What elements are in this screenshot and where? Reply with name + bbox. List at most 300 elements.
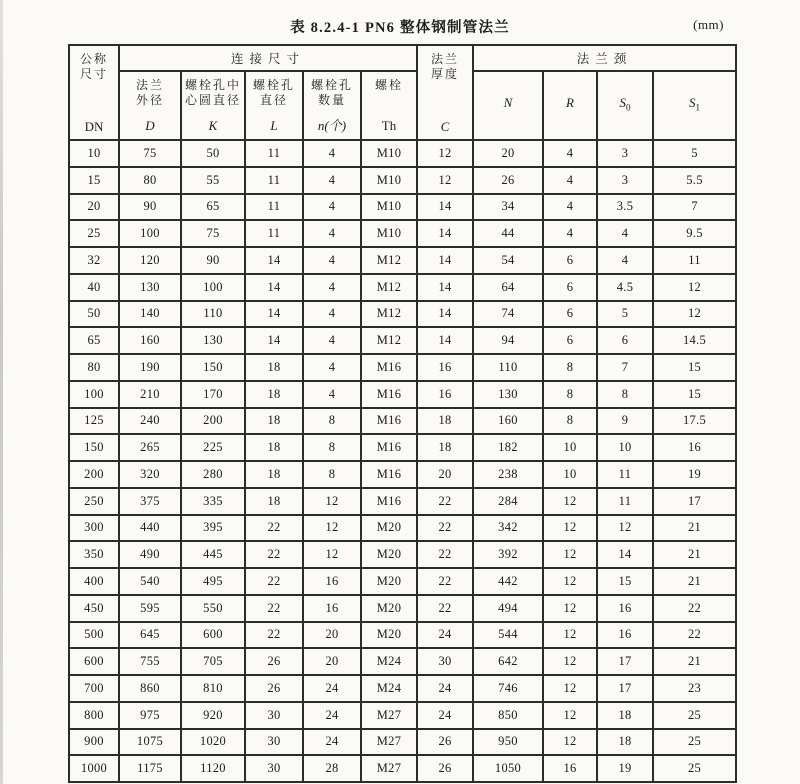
cell: 19 — [653, 461, 736, 488]
cell: 9 — [597, 408, 653, 435]
cell: 6 — [543, 327, 597, 354]
cell: 11 — [245, 167, 303, 194]
cell: 24 — [417, 622, 473, 649]
cell: 32 — [69, 247, 119, 274]
cell: 16 — [543, 755, 597, 782]
cell: 50 — [181, 140, 245, 167]
cell: 12 — [543, 515, 597, 542]
table-row — [69, 515, 736, 542]
cell: 20 — [303, 648, 361, 675]
table-row — [69, 595, 736, 622]
cell: 150 — [181, 354, 245, 381]
cell: 44 — [473, 220, 543, 247]
page-title: 表 8.2.4-1 PN6 整体钢制管法兰 — [290, 20, 510, 36]
cell: 22 — [245, 595, 303, 622]
col-header-flange-thickness: 法兰 厚度 C — [417, 45, 473, 140]
cell: M24 — [361, 675, 417, 702]
cell: 90 — [119, 194, 181, 221]
cell: 540 — [119, 568, 181, 595]
cell: 7 — [597, 354, 653, 381]
table-row — [69, 622, 736, 649]
cell: 21 — [653, 648, 736, 675]
cell: 342 — [473, 515, 543, 542]
cell: 238 — [473, 461, 543, 488]
cell: 280 — [181, 461, 245, 488]
cell: 20 — [303, 622, 361, 649]
cell: 14 — [417, 194, 473, 221]
cell: 12 — [303, 488, 361, 515]
cell: 8 — [303, 461, 361, 488]
cell: 300 — [69, 515, 119, 542]
cell: 130 — [473, 381, 543, 408]
cell: 392 — [473, 541, 543, 568]
cell: M12 — [361, 327, 417, 354]
cell: 26 — [417, 755, 473, 782]
cell: 65 — [181, 194, 245, 221]
cell: 18 — [245, 434, 303, 461]
cell: 22 — [245, 541, 303, 568]
cell: 20 — [69, 194, 119, 221]
cell: 25 — [653, 755, 736, 782]
cell: 25 — [69, 220, 119, 247]
cell: 20 — [417, 461, 473, 488]
cell: 495 — [181, 568, 245, 595]
cell: M16 — [361, 354, 417, 381]
cell: 182 — [473, 434, 543, 461]
cell: M16 — [361, 461, 417, 488]
cell: 64 — [473, 274, 543, 301]
cell: 12 — [543, 595, 597, 622]
cell: 4 — [303, 381, 361, 408]
cell: 860 — [119, 675, 181, 702]
cell: 12 — [417, 140, 473, 167]
cell: M27 — [361, 702, 417, 729]
col-header-bolt-circle-diameter: 螺栓孔中 心圆直径 K — [181, 71, 245, 140]
cell: 600 — [181, 622, 245, 649]
title-row — [0, 14, 800, 40]
cell: 12 — [653, 301, 736, 328]
cell: 17 — [597, 675, 653, 702]
cell: 12 — [543, 541, 597, 568]
cell: 8 — [597, 381, 653, 408]
cell: 200 — [181, 408, 245, 435]
cell: 4 — [303, 220, 361, 247]
cell: 6 — [543, 247, 597, 274]
cell: 645 — [119, 622, 181, 649]
cell: 22 — [245, 568, 303, 595]
cell: 4 — [303, 194, 361, 221]
cell: M24 — [361, 648, 417, 675]
cell: 26 — [417, 729, 473, 756]
cell: 15 — [653, 381, 736, 408]
cell: 18 — [245, 354, 303, 381]
cell: 4 — [597, 220, 653, 247]
cell: 12 — [543, 488, 597, 515]
cell: 160 — [473, 408, 543, 435]
table-row — [69, 488, 736, 515]
cell: M20 — [361, 595, 417, 622]
cell: 12 — [543, 648, 597, 675]
cell: 746 — [473, 675, 543, 702]
cell: M16 — [361, 408, 417, 435]
cell: 600 — [69, 648, 119, 675]
cell: 26 — [473, 167, 543, 194]
cell: 24 — [417, 675, 473, 702]
cell: 445 — [181, 541, 245, 568]
table-body — [69, 140, 736, 782]
cell: 24 — [417, 702, 473, 729]
cell: 30 — [245, 755, 303, 782]
cell: 550 — [181, 595, 245, 622]
cell: 900 — [69, 729, 119, 756]
cell: 1120 — [181, 755, 245, 782]
cell: 12 — [417, 167, 473, 194]
cell: 74 — [473, 301, 543, 328]
cell: 5 — [653, 140, 736, 167]
cell: 375 — [119, 488, 181, 515]
cell: 14 — [417, 327, 473, 354]
cell: 1050 — [473, 755, 543, 782]
cell: 120 — [119, 247, 181, 274]
cell: 14.5 — [653, 327, 736, 354]
table-row — [69, 274, 736, 301]
cell: 15 — [69, 167, 119, 194]
col-header-neck-s0: $S_0$ — [597, 71, 653, 140]
cell: 18 — [417, 408, 473, 435]
table-row — [69, 541, 736, 568]
cell: 17.5 — [653, 408, 736, 435]
cell: 24 — [303, 702, 361, 729]
cell: 5.5 — [653, 167, 736, 194]
table-row — [69, 220, 736, 247]
table-row — [69, 408, 736, 435]
cell: 12 — [543, 568, 597, 595]
cell: 14 — [417, 301, 473, 328]
cell: 22 — [417, 568, 473, 595]
cell: 25 — [653, 702, 736, 729]
cell: 500 — [69, 622, 119, 649]
col-header-bolt-hole-count: 螺栓孔 数量 n(个) — [303, 71, 361, 140]
cell: 3 — [597, 167, 653, 194]
cell: 4 — [543, 220, 597, 247]
cell: M12 — [361, 274, 417, 301]
cell: 100 — [181, 274, 245, 301]
cell: 14 — [245, 274, 303, 301]
cell: 34 — [473, 194, 543, 221]
cell: 4 — [303, 354, 361, 381]
cell: 12 — [543, 702, 597, 729]
cell: 4 — [303, 274, 361, 301]
cell: 15 — [597, 568, 653, 595]
table-header — [69, 45, 736, 140]
cell: 8 — [543, 354, 597, 381]
cell: 450 — [69, 595, 119, 622]
cell: 595 — [119, 595, 181, 622]
cell: 23 — [653, 675, 736, 702]
cell: M10 — [361, 194, 417, 221]
cell: 18 — [597, 702, 653, 729]
cell: 18 — [245, 408, 303, 435]
cell: 24 — [303, 675, 361, 702]
cell: 8 — [303, 408, 361, 435]
cell: 11 — [653, 247, 736, 274]
cell: 12 — [303, 541, 361, 568]
cell: 30 — [245, 702, 303, 729]
cell: 8 — [543, 408, 597, 435]
cell: 16 — [597, 595, 653, 622]
cell: 18 — [245, 461, 303, 488]
cell: 110 — [473, 354, 543, 381]
cell: 22 — [417, 595, 473, 622]
cell: 11 — [245, 220, 303, 247]
cell: 75 — [181, 220, 245, 247]
cell: 442 — [473, 568, 543, 595]
cell: 1020 — [181, 729, 245, 756]
cell: M20 — [361, 568, 417, 595]
cell: 4 — [543, 140, 597, 167]
cell: 22 — [653, 595, 736, 622]
cell: 170 — [181, 381, 245, 408]
cell: 16 — [653, 434, 736, 461]
cell: 80 — [69, 354, 119, 381]
cell: 22 — [245, 515, 303, 542]
table-row — [69, 461, 736, 488]
cell: 90 — [181, 247, 245, 274]
cell: M12 — [361, 301, 417, 328]
cell: 40 — [69, 274, 119, 301]
cell: 21 — [653, 515, 736, 542]
table-row — [69, 140, 736, 167]
table-row — [69, 675, 736, 702]
table-row — [69, 755, 736, 782]
cell: 494 — [473, 595, 543, 622]
col-header-neck-n: N — [473, 71, 543, 140]
table-row — [69, 434, 736, 461]
cell: 320 — [119, 461, 181, 488]
cell: 24 — [303, 729, 361, 756]
col-header-bolt-thread: 螺栓 Th — [361, 71, 417, 140]
cell: 1075 — [119, 729, 181, 756]
cell: 16 — [417, 354, 473, 381]
cell: M16 — [361, 488, 417, 515]
cell: 21 — [653, 568, 736, 595]
cell: 6 — [543, 274, 597, 301]
cell: 8 — [303, 434, 361, 461]
cell: 975 — [119, 702, 181, 729]
cell: 21 — [653, 541, 736, 568]
cell: 16 — [417, 381, 473, 408]
cell: 225 — [181, 434, 245, 461]
cell: 22 — [245, 622, 303, 649]
cell: 17 — [653, 488, 736, 515]
cell: 12 — [543, 729, 597, 756]
col-group-connection-dimensions: 连接尺寸 — [119, 45, 417, 71]
cell: 10 — [543, 434, 597, 461]
col-header-neck-s1: $S_1$ — [653, 71, 736, 140]
cell: 11 — [245, 140, 303, 167]
table-row — [69, 327, 736, 354]
cell: 14 — [417, 274, 473, 301]
cell: 11 — [597, 488, 653, 515]
table-row — [69, 729, 736, 756]
cell: 1000 — [69, 755, 119, 782]
table-row — [69, 354, 736, 381]
cell: 4 — [303, 301, 361, 328]
cell: 250 — [69, 488, 119, 515]
cell: 26 — [245, 675, 303, 702]
cell: 18 — [245, 381, 303, 408]
cell: 110 — [181, 301, 245, 328]
cell: 140 — [119, 301, 181, 328]
cell: 12 — [543, 675, 597, 702]
cell: 950 — [473, 729, 543, 756]
cell: 20 — [473, 140, 543, 167]
cell: 395 — [181, 515, 245, 542]
cell: 6 — [597, 327, 653, 354]
cell: 9.5 — [653, 220, 736, 247]
cell: 22 — [417, 541, 473, 568]
cell: 8 — [543, 381, 597, 408]
cell: 4 — [303, 327, 361, 354]
cell: 100 — [69, 381, 119, 408]
cell: 642 — [473, 648, 543, 675]
table-row — [69, 167, 736, 194]
cell: 755 — [119, 648, 181, 675]
cell: 190 — [119, 354, 181, 381]
cell: 14 — [245, 301, 303, 328]
cell: 22 — [653, 622, 736, 649]
cell: 12 — [653, 274, 736, 301]
table-row — [69, 568, 736, 595]
cell: 22 — [417, 488, 473, 515]
cell: 4 — [543, 167, 597, 194]
cell: 30 — [417, 648, 473, 675]
cell: 65 — [69, 327, 119, 354]
cell: 100 — [119, 220, 181, 247]
cell: 12 — [543, 622, 597, 649]
cell: 810 — [181, 675, 245, 702]
cell: M20 — [361, 541, 417, 568]
cell: 240 — [119, 408, 181, 435]
cell: 18 — [597, 729, 653, 756]
cell: 14 — [417, 247, 473, 274]
cell: 30 — [245, 729, 303, 756]
cell: 75 — [119, 140, 181, 167]
cell: 10 — [69, 140, 119, 167]
cell: 265 — [119, 434, 181, 461]
cell: 4 — [303, 140, 361, 167]
col-header-flange-od: 法兰 外径 D — [119, 71, 181, 140]
cell: 12 — [597, 515, 653, 542]
cell: 4.5 — [597, 274, 653, 301]
cell: M20 — [361, 515, 417, 542]
cell: 800 — [69, 702, 119, 729]
cell: 94 — [473, 327, 543, 354]
unit-label: (mm) — [693, 17, 724, 32]
cell: 10 — [543, 461, 597, 488]
cell: 544 — [473, 622, 543, 649]
cell: 10 — [597, 434, 653, 461]
cell: 1175 — [119, 755, 181, 782]
cell: 5 — [597, 301, 653, 328]
cell: 4 — [303, 167, 361, 194]
cell: 210 — [119, 381, 181, 408]
scan-edge-artifact — [0, 0, 3, 784]
cell: 200 — [69, 461, 119, 488]
cell: 14 — [245, 247, 303, 274]
cell: 11 — [597, 461, 653, 488]
table-row — [69, 301, 736, 328]
cell: 54 — [473, 247, 543, 274]
table-row — [69, 381, 736, 408]
cell: M10 — [361, 140, 417, 167]
cell: 335 — [181, 488, 245, 515]
cell: 490 — [119, 541, 181, 568]
col-header-bolt-hole-diameter: 螺栓孔 直径 L — [245, 71, 303, 140]
cell: 55 — [181, 167, 245, 194]
cell: M10 — [361, 167, 417, 194]
cell: 4 — [543, 194, 597, 221]
flange-dimension-table — [68, 44, 737, 783]
cell: 3 — [597, 140, 653, 167]
cell: 14 — [245, 327, 303, 354]
cell: 17 — [597, 648, 653, 675]
cell: 284 — [473, 488, 543, 515]
cell: M12 — [361, 247, 417, 274]
cell: 850 — [473, 702, 543, 729]
cell: 705 — [181, 648, 245, 675]
cell: 125 — [69, 408, 119, 435]
cell: 160 — [119, 327, 181, 354]
cell: 12 — [303, 515, 361, 542]
cell: 4 — [597, 247, 653, 274]
cell: 400 — [69, 568, 119, 595]
cell: 16 — [303, 595, 361, 622]
cell: 11 — [245, 194, 303, 221]
cell: 130 — [119, 274, 181, 301]
cell: 14 — [417, 220, 473, 247]
cell: 16 — [597, 622, 653, 649]
cell: 3.5 — [597, 194, 653, 221]
cell: 16 — [303, 568, 361, 595]
cell: 150 — [69, 434, 119, 461]
cell: 26 — [245, 648, 303, 675]
cell: 6 — [543, 301, 597, 328]
table-row — [69, 194, 736, 221]
cell: 7 — [653, 194, 736, 221]
cell: 18 — [245, 488, 303, 515]
cell: M27 — [361, 729, 417, 756]
table-row — [69, 648, 736, 675]
cell: 440 — [119, 515, 181, 542]
cell: 700 — [69, 675, 119, 702]
cell: M16 — [361, 381, 417, 408]
cell: 50 — [69, 301, 119, 328]
table-row — [69, 247, 736, 274]
cell: 28 — [303, 755, 361, 782]
cell: 22 — [417, 515, 473, 542]
cell: 350 — [69, 541, 119, 568]
col-header-nominal-size: 公称 尺寸 DN — [69, 45, 119, 140]
cell: 920 — [181, 702, 245, 729]
cell: 15 — [653, 354, 736, 381]
col-group-flange-neck: 法兰颈 — [473, 45, 736, 71]
cell: M27 — [361, 755, 417, 782]
cell: M16 — [361, 434, 417, 461]
cell: 14 — [597, 541, 653, 568]
cell: 18 — [417, 434, 473, 461]
table-row — [69, 702, 736, 729]
